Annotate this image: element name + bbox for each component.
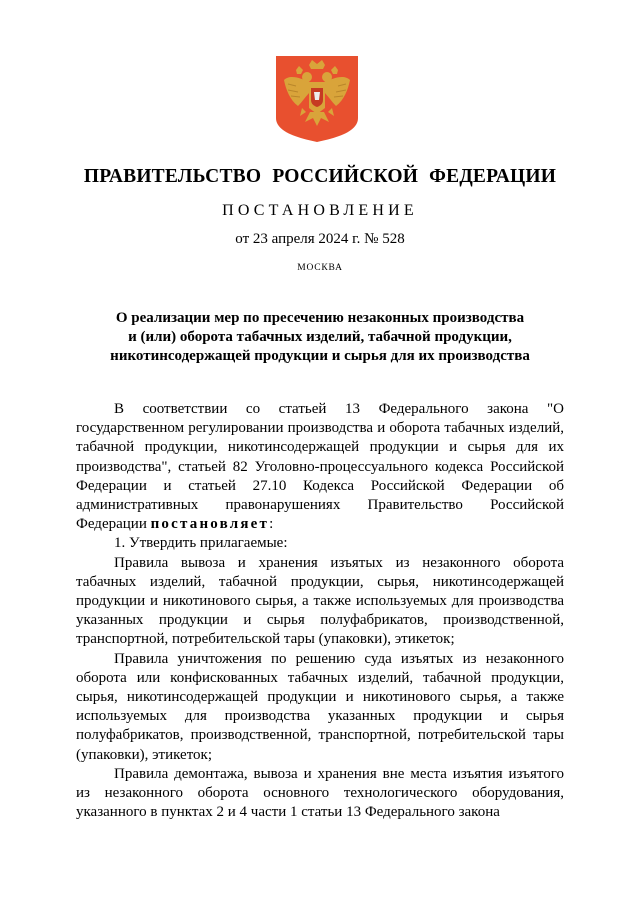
heading-line: и (или) оборота табачных изделий, табачной продукции, bbox=[128, 329, 512, 345]
paragraph-rules-transport: Правила вывоза и хранения изъятых из незаконного оборота табачных изделий, табачной продукции, сырья, никотинсодержащей продукции и никотинового сырья, а также используемых для производства указанных продукции и сырья полуфабрикатов, производственной, транспортной, потребительской тары (упаковки), этикеток; bbox=[76, 554, 564, 648]
document-body bbox=[76, 400, 564, 822]
paragraph-item-1: 1. Утвердить прилагаемые: bbox=[114, 535, 288, 552]
paragraph-preamble bbox=[76, 400, 564, 534]
preamble-text: В соответствии со статьей 13 Федерального закона "О государственном регулировании производства и оборота табачных изделий, табачной продукции, никотинсодержащей продукции и сырья для их производства", статьей 82 Уголовно-процессуального кодекса Российской Федерации и статьей 27.10 Кодекса Российской Федерации об административных правонарушениях Правительство Российской Федерации bbox=[76, 401, 564, 533]
heading-line: О реализации мер по пресечению незаконных производства bbox=[115, 310, 525, 326]
russian-coat-of-arms-icon bbox=[276, 56, 358, 142]
government-title: ПРАВИТЕЛЬСТВО РОССИЙСКОЙ ФЕДЕРАЦИИ bbox=[83, 166, 557, 187]
document-type: ПОСТАНОВЛЕНИЕ bbox=[222, 202, 418, 219]
decree-word: постановляет bbox=[150, 516, 270, 533]
paragraph-rules-dismantling: Правила демонтажа, вывоза и хранения вне места изъятия изъятого из незаконного оборота основного технологического оборудования, указанного в пунктах 2 и 4 части 1 статьи 13 Федерального закона bbox=[76, 765, 564, 821]
paragraph-rules-destruction: Правила уничтожения по решению суда изъятых из незаконного оборота или конфискованных табачных изделий, табачной продукции, сырья, никотинсодержащей продукции и никотинового сырья, а также используемых для производства указанных продукции и сырья полуфабрикатов, производственной, транспортной, потребительской тары (упаковки), этикеток; bbox=[76, 650, 564, 763]
preamble-end: : bbox=[269, 516, 274, 533]
document-heading bbox=[60, 309, 580, 366]
document-city: МОСКВА bbox=[297, 263, 343, 273]
heading-line: никотинсодержащей продукции и сырья для их производства bbox=[110, 348, 530, 364]
document-date-number: от 23 апреля 2024 г. № 528 bbox=[235, 231, 405, 247]
